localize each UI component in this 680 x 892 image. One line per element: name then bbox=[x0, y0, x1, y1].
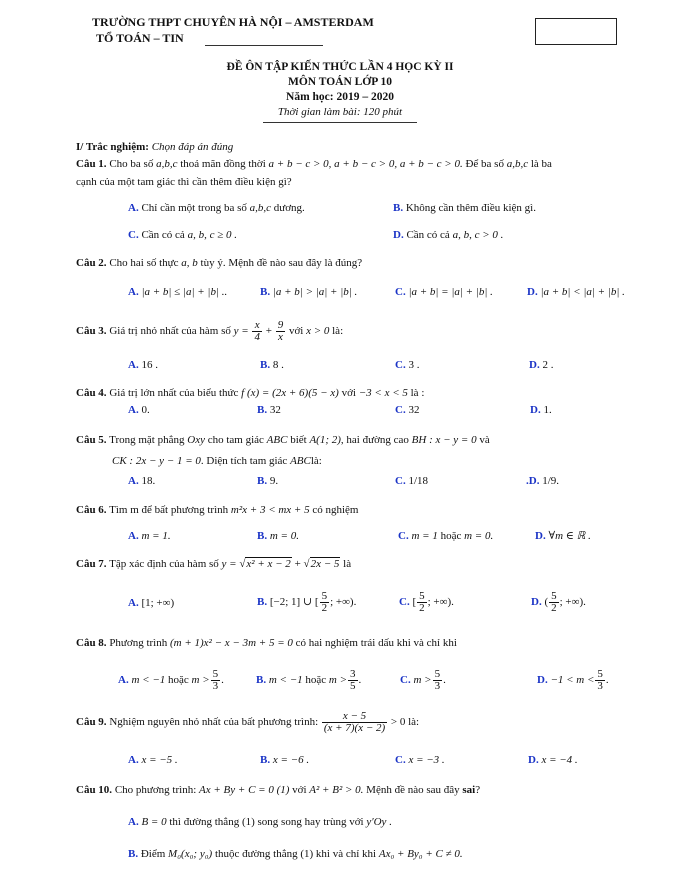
q7-option-a[interactable] bbox=[128, 596, 174, 610]
q10-b-text-2: thuộc đường thẳng bbox=[214, 848, 298, 860]
q4-option-b[interactable] bbox=[257, 403, 281, 417]
q7-c-end: . bbox=[451, 596, 454, 608]
q5-option-a[interactable] bbox=[128, 474, 155, 488]
q3-a-label: A. bbox=[128, 359, 139, 371]
q5-text-7: là: bbox=[310, 455, 322, 467]
q7-a-math: [1; +∞) bbox=[141, 597, 175, 609]
q4-label: Câu 4. bbox=[76, 387, 107, 399]
q10-option-a[interactable] bbox=[128, 815, 392, 829]
q5-a-text: 18. bbox=[141, 475, 156, 487]
q9-d-math: x = −4 . bbox=[541, 754, 578, 766]
q6-c-math: m = 1 bbox=[411, 530, 438, 542]
q1-text-2: thoả mãn đồng thời bbox=[180, 158, 266, 170]
q10-text: Cho phương trình: bbox=[114, 784, 197, 796]
q3-option-c[interactable] bbox=[395, 358, 419, 372]
q4-c-label: C. bbox=[395, 404, 406, 416]
q4-b-label: B. bbox=[257, 404, 268, 416]
q5-abc-2: ABC bbox=[290, 455, 311, 467]
q5-line-2 bbox=[112, 454, 322, 468]
q8-option-a[interactable] bbox=[118, 668, 224, 692]
q2-c-math: |a + b| = |a| + |b| . bbox=[408, 286, 493, 298]
q5-c-text: 1/18 bbox=[408, 475, 429, 487]
q6-a-label: A. bbox=[128, 530, 139, 542]
section-instruction: Chọn đáp án đúng bbox=[151, 141, 234, 153]
q7-a-label: A. bbox=[128, 597, 139, 609]
q10-condition: A² + B² > 0. bbox=[309, 784, 364, 796]
q5-text-4: , hai đường cao bbox=[340, 434, 409, 446]
q4-option-d[interactable] bbox=[530, 403, 552, 417]
q9-frac-den: (x + 7)(x − 2) bbox=[323, 721, 386, 734]
q7-c-bracket: [ bbox=[412, 596, 417, 608]
q1-label: Câu 1. bbox=[76, 158, 107, 170]
q1-text-4: là ba bbox=[530, 158, 552, 170]
q1-a-text: Chỉ cần một trong ba số bbox=[141, 202, 247, 214]
q10-text-3: Mệnh đề nào sau đây bbox=[366, 784, 460, 796]
q3-c-label: C. bbox=[395, 359, 406, 371]
q8-c-math: m > bbox=[413, 674, 432, 686]
q7-c-label: C. bbox=[399, 596, 410, 608]
q1-vars-2: a,b,c bbox=[506, 158, 529, 170]
q7-d-tail: ; +∞) bbox=[559, 596, 584, 608]
q7-b-math: [−2; 1] ∪ [ bbox=[269, 596, 319, 608]
q5-option-c[interactable] bbox=[395, 474, 428, 488]
q7-d-label: D. bbox=[531, 596, 542, 608]
q4-d-label: D. bbox=[530, 404, 541, 416]
q6-text: Tìm m để bất phương trình bbox=[109, 504, 229, 516]
q8-a-frac bbox=[211, 669, 221, 692]
q3-plus: + bbox=[265, 325, 272, 337]
header-underline bbox=[205, 45, 323, 46]
q8-b-frac-den: 5 bbox=[350, 679, 356, 692]
q9-text: Nghiệm nguyên nhỏ nhất của bất phương trình: bbox=[109, 716, 319, 728]
q7-radicand-2: 2x − 5 bbox=[310, 558, 340, 570]
q5-c-label: C. bbox=[395, 475, 406, 487]
q7-b-label: B. bbox=[257, 596, 268, 608]
q9-text-2: > 0 là: bbox=[390, 716, 420, 728]
q6-c-math-2: m = 0. bbox=[464, 530, 494, 542]
q6-b-label: B. bbox=[257, 530, 268, 542]
title-underline bbox=[263, 122, 417, 123]
q9-frac-num: x − 5 bbox=[322, 711, 387, 723]
q9-a-label: A. bbox=[128, 754, 139, 766]
q8-option-d[interactable] bbox=[537, 668, 609, 692]
q1-text-3: Để ba số bbox=[465, 158, 504, 170]
q6-option-c[interactable] bbox=[398, 529, 493, 543]
q5-text-5: và bbox=[479, 434, 490, 446]
q1-text: Cho ba số bbox=[109, 158, 154, 170]
q2-option-d[interactable] bbox=[527, 285, 625, 299]
q10-text-2: với bbox=[292, 784, 307, 796]
q5-b-label: B. bbox=[257, 475, 268, 487]
exam-code-box bbox=[535, 18, 617, 45]
q1-d-label: D. bbox=[393, 229, 404, 241]
q8-c-dot: . bbox=[443, 674, 446, 686]
q9-option-d[interactable] bbox=[528, 753, 578, 767]
q3-frac-2-num: 9 bbox=[277, 318, 284, 331]
q8-c-frac-num: 5 bbox=[434, 667, 441, 680]
q8-d-frac-num: 5 bbox=[597, 667, 603, 680]
q8-d-math: −1 < m < bbox=[550, 674, 595, 686]
q9-label: Câu 9. bbox=[76, 716, 107, 728]
q3-option-a[interactable] bbox=[128, 358, 158, 372]
q8-a-math: m < −1 bbox=[131, 674, 166, 686]
q2-d-math: |a + b| < |a| + |b| . bbox=[540, 286, 625, 298]
q3-frac-2 bbox=[276, 320, 286, 343]
q5-oxy: Oxy bbox=[187, 434, 205, 446]
question-1 bbox=[76, 157, 552, 171]
q1-option-b[interactable] bbox=[393, 201, 536, 215]
q7-b-frac-den: 2 bbox=[321, 601, 328, 614]
q10-b-text: Điểm bbox=[140, 848, 166, 860]
q2-a-math: |a + b| ≤ |a| + |b| .. bbox=[141, 286, 228, 298]
q7-b-frac-num: 5 bbox=[321, 589, 328, 602]
q4-function: f (x) = (2x + 6)(5 − x) bbox=[241, 387, 339, 399]
q1-b-text: Không cần thêm điều kiện gì. bbox=[405, 202, 536, 214]
q7-option-d[interactable] bbox=[531, 590, 586, 614]
q8-equation: (m + 1)x² − x − 3m + 5 = 0 bbox=[169, 637, 293, 649]
q5-option-d[interactable] bbox=[526, 474, 559, 488]
q6-d-math: ∀m ∈ ℝ . bbox=[548, 530, 591, 542]
q10-emphasis: sai bbox=[462, 784, 476, 796]
q10-question-mark: ? bbox=[475, 784, 481, 796]
q10-b-ref: (1) bbox=[300, 848, 314, 860]
q4-text: Giá trị lớn nhất của biểu thức bbox=[109, 387, 239, 399]
q7-option-b[interactable] bbox=[257, 590, 356, 614]
question-3 bbox=[76, 318, 343, 344]
q4-option-a[interactable] bbox=[128, 403, 150, 417]
q8-b-math: m < −1 bbox=[268, 674, 303, 686]
q10-a-math: B = 0 bbox=[141, 816, 167, 828]
q2-text: Cho hai số thực bbox=[109, 257, 179, 269]
question-2 bbox=[76, 256, 362, 270]
q6-a-math: m = 1. bbox=[141, 530, 171, 542]
q2-text-2: tùy ý. Mệnh đề nào sau đây là đúng? bbox=[200, 257, 363, 269]
q5-abc: ABC bbox=[266, 434, 288, 446]
q8-d-dot: . bbox=[605, 674, 609, 686]
q1-a-text-2: dương. bbox=[273, 202, 305, 214]
q3-frac-1-num: x bbox=[252, 320, 262, 332]
q1-d-math: a, b, c > 0 . bbox=[452, 229, 504, 241]
q6-option-b[interactable] bbox=[257, 529, 299, 543]
q4-a-text: 0. bbox=[141, 404, 150, 416]
q8-d-label: D. bbox=[537, 674, 548, 686]
q8-text-2: có hai nghiệm trái dấu khi và chỉ khi bbox=[295, 637, 457, 649]
q2-option-c[interactable] bbox=[395, 285, 493, 299]
q10-a-label: A. bbox=[128, 816, 139, 828]
q5-text-2: cho tam giác bbox=[207, 434, 264, 446]
q6-inequality: m²x + 3 < mx + 5 bbox=[230, 504, 310, 516]
q2-b-math: |a + b| > |a| + |b| . bbox=[272, 286, 358, 298]
q8-d-frac bbox=[595, 669, 605, 692]
q7-d-frac-den: 2 bbox=[551, 601, 557, 614]
question-5 bbox=[76, 433, 490, 447]
q6-c-text: hoặc bbox=[440, 530, 462, 542]
q8-c-frac-den: 3 bbox=[434, 679, 441, 692]
q5-ck: CK : 2x − y − 1 = 0 bbox=[112, 455, 201, 467]
q8-a-label: A. bbox=[118, 674, 129, 686]
q10-a-text: thì đường thẳng bbox=[169, 816, 240, 828]
question-4 bbox=[76, 386, 424, 400]
q2-label: Câu 2. bbox=[76, 257, 107, 269]
section-header bbox=[76, 140, 233, 154]
q9-a-math: x = −5 . bbox=[141, 754, 178, 766]
q2-option-b[interactable] bbox=[260, 285, 357, 299]
q8-a-dot: . bbox=[221, 674, 224, 686]
exam-time: Thời gian làm bài: 120 phút bbox=[277, 106, 403, 118]
q9-frac bbox=[322, 711, 387, 734]
q7-b-frac bbox=[320, 591, 330, 614]
q1-c-text: Cần có cả bbox=[141, 229, 185, 241]
q8-a-frac-den: 3 bbox=[212, 679, 219, 692]
q10-equation: Ax + By + C = 0 (1) bbox=[199, 784, 290, 796]
q10-a-ref: (1) bbox=[241, 816, 255, 828]
q7-b-end: . bbox=[353, 596, 357, 608]
q1-vars: a,b,c bbox=[156, 158, 178, 170]
q7-text-2: là bbox=[343, 558, 352, 570]
q7-d-bracket: ( bbox=[544, 596, 549, 608]
q10-b-label: B. bbox=[128, 848, 139, 860]
question-9 bbox=[76, 709, 419, 735]
q6-text-2: có nghiệm bbox=[312, 504, 359, 516]
q7-c-tail: ; +∞) bbox=[427, 596, 452, 608]
q8-c-label: C. bbox=[400, 674, 411, 686]
exam-year: Năm học: 2019 – 2020 bbox=[286, 91, 394, 103]
section-label: I/ Trắc nghiệm: bbox=[76, 141, 149, 153]
q3-d-label: D. bbox=[529, 359, 540, 371]
question-10 bbox=[76, 783, 480, 797]
q2-option-a[interactable] bbox=[128, 285, 227, 299]
q5-a-label: A. bbox=[128, 475, 139, 487]
q8-c-frac bbox=[433, 669, 443, 692]
question-6 bbox=[76, 503, 359, 517]
q9-d-label: D. bbox=[528, 754, 539, 766]
q1-b-label: B. bbox=[393, 202, 404, 214]
q5-text: Trong mặt phẳng bbox=[109, 434, 185, 446]
q8-option-c[interactable] bbox=[400, 668, 446, 692]
q7-d-frac bbox=[549, 591, 559, 614]
q7-b-tail: ; +∞) bbox=[330, 596, 354, 608]
q4-c-text: 32 bbox=[408, 404, 420, 416]
q7-plus: + bbox=[294, 558, 301, 570]
q7-radicand-1: x² + x − 2 bbox=[246, 558, 291, 570]
q9-c-label: C. bbox=[395, 754, 406, 766]
department-name: TỔ TOÁN – TIN bbox=[96, 31, 184, 45]
q1-condition: a + b − c > 0, a + b − c > 0, a + b − c > 0. bbox=[268, 158, 463, 170]
q7-y: y = bbox=[221, 558, 237, 570]
q7-c-frac-den: 2 bbox=[419, 601, 425, 614]
q5-label: Câu 5. bbox=[76, 434, 107, 446]
q9-c-math: x = −3 . bbox=[408, 754, 445, 766]
school-name: TRƯỜNG THPT CHUYÊN HÀ NỘI – AMSTERDAM bbox=[92, 15, 374, 29]
q7-d-end: . bbox=[583, 596, 586, 608]
question-7: Câu 7. Tập xác định của hàm số y = √x² + x − 2 + √2x − 5 là bbox=[76, 558, 352, 570]
q6-c-label: C. bbox=[398, 530, 409, 542]
q4-b-text: 32 bbox=[269, 404, 281, 416]
q3-c-text: 3 . bbox=[408, 359, 420, 371]
q5-bh: BH : x − y = 0 bbox=[411, 434, 477, 446]
q4-option-c[interactable] bbox=[395, 403, 419, 417]
q7-c-frac bbox=[417, 591, 427, 614]
q5-text-6: . Diện tích tam giác bbox=[200, 455, 288, 467]
q2-a-label: A. bbox=[128, 286, 139, 298]
q6-label: Câu 6. bbox=[76, 504, 107, 516]
q8-b-math-2: m > bbox=[328, 674, 348, 686]
q1-option-a[interactable] bbox=[128, 201, 305, 215]
q3-option-d[interactable] bbox=[529, 358, 553, 372]
q3-text-2: với bbox=[288, 325, 304, 337]
q1-option-d[interactable] bbox=[393, 228, 503, 242]
q3-b-text: 8 . bbox=[272, 359, 284, 371]
q10-label: Câu 10. bbox=[76, 784, 113, 796]
question-8 bbox=[76, 636, 457, 650]
q3-frac-2-den: x bbox=[277, 330, 283, 343]
q2-d-label: D. bbox=[527, 286, 538, 298]
q7-d-frac-num: 5 bbox=[551, 589, 557, 602]
q8-b-label: B. bbox=[256, 674, 267, 686]
q5-d-label: .D. bbox=[526, 475, 540, 487]
q3-frac-1-den: 4 bbox=[254, 330, 260, 343]
q3-b-label: B. bbox=[260, 359, 271, 371]
q3-condition: x > 0 bbox=[306, 325, 330, 337]
q9-b-label: B. bbox=[260, 754, 271, 766]
q2-c-label: C. bbox=[395, 286, 406, 298]
q5-text-3: biết bbox=[290, 434, 307, 446]
q7-option-c[interactable] bbox=[399, 590, 454, 614]
q8-d-frac-den: 3 bbox=[597, 679, 603, 692]
q10-a-text-2: song song hay trùng với bbox=[257, 816, 364, 828]
q8-option-b[interactable] bbox=[256, 668, 361, 692]
q4-text-2: với bbox=[341, 387, 356, 399]
q10-option-b[interactable] bbox=[128, 847, 463, 861]
q3-text: Giá trị nhỏ nhất của hàm số bbox=[109, 325, 231, 337]
q8-a-text: hoặc bbox=[168, 674, 189, 686]
exam-title: ĐỀ ÔN TẬP KIẾN THỨC LẦN 4 HỌC KỲ II bbox=[226, 61, 454, 73]
q6-d-label: D. bbox=[535, 530, 546, 542]
q4-a-label: A. bbox=[128, 404, 139, 416]
q5-point: A(1; 2) bbox=[309, 434, 341, 446]
q1-a-vars: a,b,c bbox=[249, 202, 271, 214]
q1-c-math: a, b, c ≥ 0 . bbox=[187, 229, 237, 241]
q10-b-text-3: khi và chỉ khi bbox=[315, 848, 377, 860]
q7-label: Câu 7. bbox=[76, 558, 107, 570]
exam-subject: MÔN TOÁN LỚP 10 bbox=[287, 76, 393, 88]
q4-condition: −3 < x < 5 bbox=[358, 387, 408, 399]
q1-line-2: cạnh của một tam giác thì cần thêm điều kiện gì? bbox=[76, 176, 292, 188]
q1-a-label: A. bbox=[128, 202, 139, 214]
q8-a-frac-num: 5 bbox=[212, 667, 219, 680]
q8-b-frac bbox=[348, 669, 358, 692]
q9-option-a[interactable] bbox=[128, 753, 178, 767]
q7-c-frac-num: 5 bbox=[419, 589, 425, 602]
q8-b-frac-num: 3 bbox=[350, 667, 356, 680]
q5-option-b[interactable] bbox=[257, 474, 278, 488]
q7-text: Tập xác định của hàm số bbox=[109, 558, 219, 570]
q9-option-b[interactable] bbox=[260, 753, 309, 767]
q8-a-math-2: m > bbox=[191, 674, 210, 686]
q6-option-a[interactable] bbox=[128, 529, 171, 543]
q1-c-label: C. bbox=[128, 229, 139, 241]
q6-b-math: m = 0. bbox=[269, 530, 299, 542]
q1-d-text: Cần có cả bbox=[406, 229, 450, 241]
q4-d-text: 1. bbox=[543, 404, 552, 416]
q10-b-point: M₀(x₀; y₀) bbox=[168, 848, 213, 860]
q3-frac-1 bbox=[252, 320, 262, 343]
q3-d-text: 2 . bbox=[542, 359, 554, 371]
q8-b-dot: . bbox=[358, 674, 362, 686]
q10-a-axis: y′Oy . bbox=[366, 816, 392, 828]
q3-label: Câu 3. bbox=[76, 325, 107, 337]
q9-b-math: x = −6 . bbox=[272, 754, 310, 766]
q4-text-3: là : bbox=[410, 387, 425, 399]
q6-option-d[interactable] bbox=[535, 529, 591, 543]
q10-b-math: Ax₀ + By₀ + C ≠ 0. bbox=[378, 848, 463, 860]
q8-text: Phương trình bbox=[109, 637, 168, 649]
q5-d-text: 1/9. bbox=[542, 475, 560, 487]
q1-option-c[interactable] bbox=[128, 228, 237, 242]
q3-a-text: 16 . bbox=[141, 359, 158, 371]
q2-vars: a, b bbox=[181, 257, 198, 269]
q9-option-c[interactable] bbox=[395, 753, 445, 767]
q5-b-text: 9. bbox=[269, 475, 279, 487]
q3-text-3: là: bbox=[332, 325, 344, 337]
q8-b-text: hoặc bbox=[305, 674, 327, 686]
q2-b-label: B. bbox=[260, 286, 271, 298]
q8-label: Câu 8. bbox=[76, 637, 107, 649]
q3-option-b[interactable] bbox=[260, 358, 284, 372]
q3-y: y = bbox=[233, 325, 249, 337]
